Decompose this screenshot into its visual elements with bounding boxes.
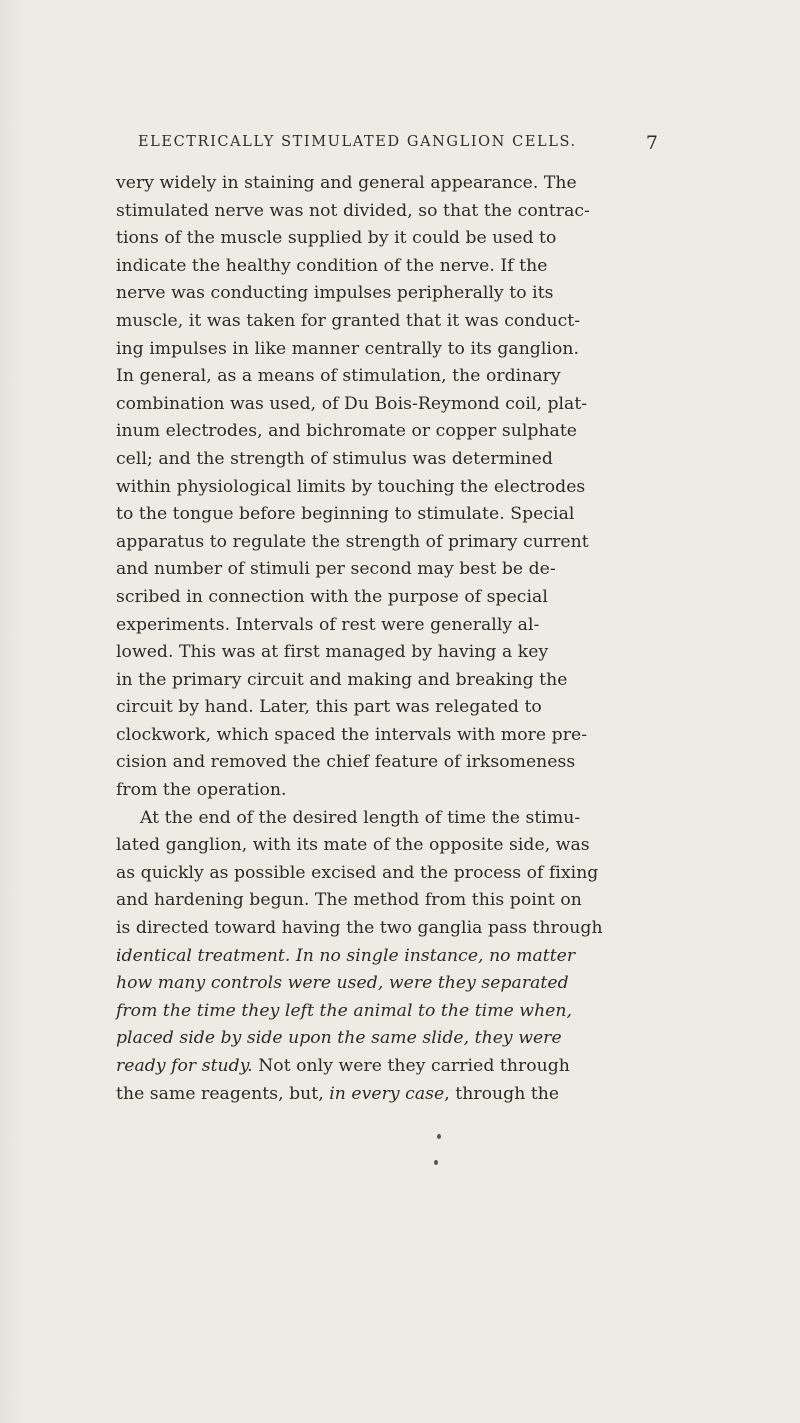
ink-speck <box>434 1160 438 1165</box>
text-line: circuit by hand. Later, this part was relegated to <box>116 697 542 718</box>
text-line: experiments. Intervals of rest were generally al- <box>116 614 540 635</box>
text-line: placed side by side upon the same slide, they were <box>116 1028 562 1049</box>
text-line: how many controls were used, were they separated <box>116 973 569 994</box>
text-line: combination was used, of Du Bois-Reymond coil, plat- <box>116 393 588 414</box>
text-line: ready for study. Not only were they carried through <box>116 1056 570 1076</box>
text-line: in the primary circuit and making and breaking the <box>116 669 568 690</box>
text-line: identical treatment. In no single instance, no matter <box>116 945 576 966</box>
text-line: lated ganglion, with its mate of the opposite side, was <box>116 835 590 856</box>
text-line: At the end of the desired length of time the stimu- <box>140 807 581 828</box>
text-line: cell; and the strength of stimulus was determined <box>116 448 553 469</box>
text-line: muscle, it was taken for granted that it was conduct- <box>116 310 581 331</box>
text-line: is directed toward having the two ganglia pass through <box>116 918 603 939</box>
text-line: tions of the muscle supplied by it could be used to <box>116 228 557 249</box>
text-line: very widely in staining and general appearance. The <box>116 173 577 193</box>
text-line: inum electrodes, and bichromate or copper sulphate <box>116 421 578 442</box>
text-line: nerve was conducting impulses peripherally to its <box>116 283 554 304</box>
text-line: stimulated nerve was not divided, so that the contrac- <box>116 200 590 221</box>
text-line: lowed. This was at first managed by having a key <box>116 642 549 663</box>
text-line: the same reagents, but, in every case, through the <box>116 1083 560 1104</box>
text-line: and number of stimuli per second may best be de- <box>116 559 556 580</box>
text-line: from the operation. <box>116 780 287 801</box>
text-line: clockwork, which spaced the intervals with more pre- <box>116 724 588 745</box>
text-line: and hardening begun. The method from this point on <box>116 890 582 911</box>
text-line: apparatus to regulate the strength of primary current <box>116 531 589 552</box>
running-head <box>138 134 658 158</box>
text-line: indicate the healthy condition of the nerve. If the <box>116 255 548 276</box>
body-text <box>116 170 676 1108</box>
ink-speck <box>437 1134 441 1139</box>
text-line: as quickly as possible excised and the process of fixing <box>116 862 599 883</box>
page-number: 7 <box>645 132 658 154</box>
text-line: ing impulses in like manner centrally to its ganglion. <box>116 338 579 359</box>
text-line: In general, as a means of stimulation, the ordinary <box>116 366 561 387</box>
text-line: within physiological limits by touching the electrodes <box>116 476 586 497</box>
text-line: scribed in connection with the purpose of special <box>116 586 548 607</box>
text-line: cision and removed the chief feature of irksomeness <box>116 752 576 773</box>
text-line: from the time they left the animal to the time when, <box>116 1000 573 1021</box>
text-line: to the tongue before beginning to stimulate. Special <box>116 504 575 525</box>
running-title: ELECTRICALLY STIMULATED GANGLION CELLS. <box>138 134 577 150</box>
